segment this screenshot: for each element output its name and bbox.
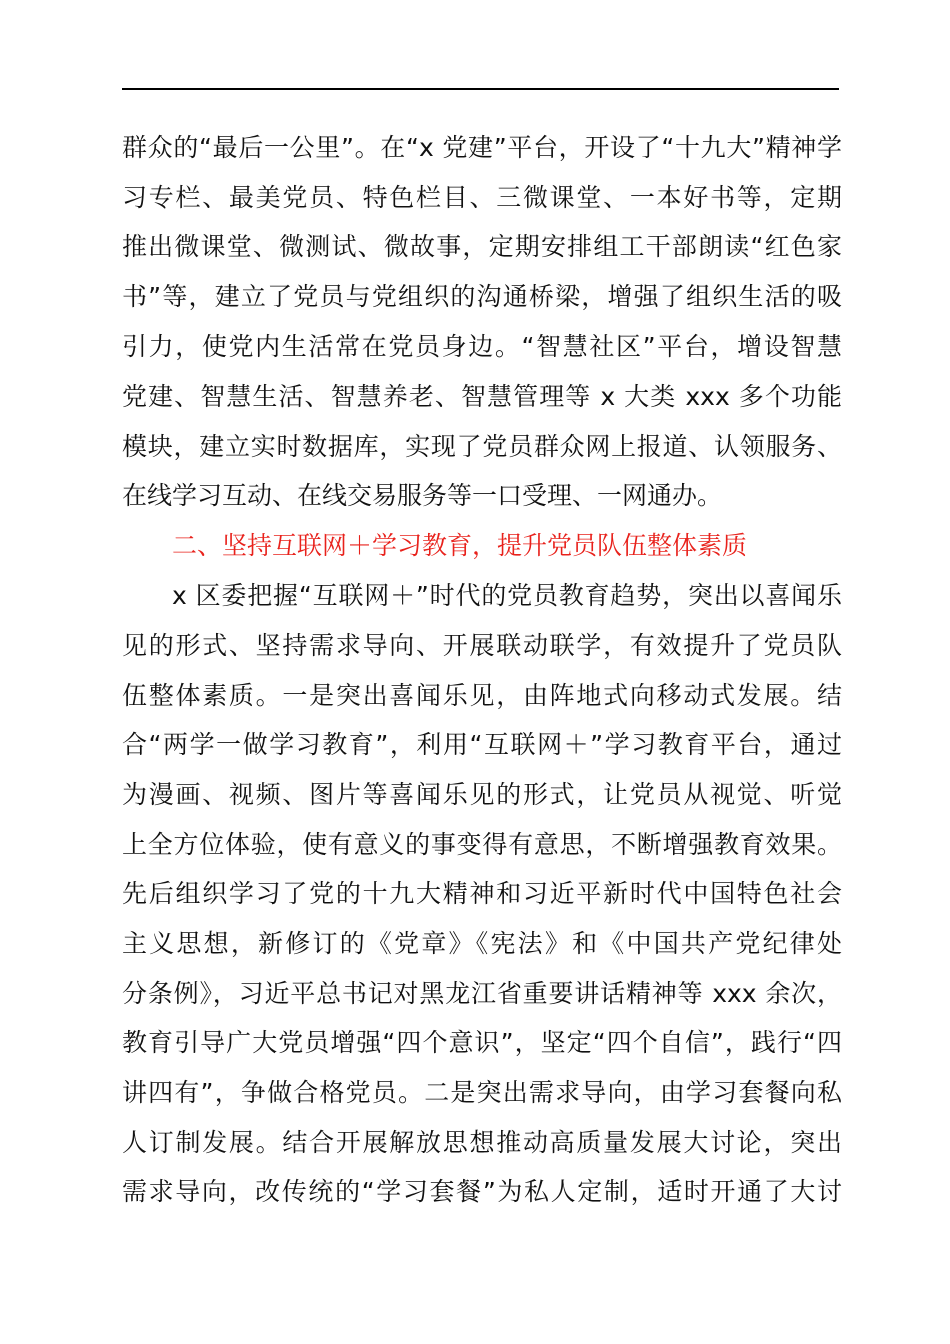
paragraph-line: 需求导向，改传统的“学习套餐”为私人定制，适时开通了大讨	[122, 1177, 842, 1206]
paragraph-line: x 区委把握“互联网＋”时代的党员教育趋势，突出以喜闻乐	[172, 581, 842, 610]
section-heading: 二、坚持互联网＋学习教育，提升党员队伍整体素质	[172, 531, 748, 560]
paragraph-line: 引力，使党内生活常在党员身边。“智慧社区”平台，增设智慧	[122, 332, 842, 361]
paragraph-line: 教育引导广大党员增强“四个意识”，坚定“四个自信”，践行“四	[122, 1028, 842, 1057]
paragraph-line: 伍整体素质。一是突出喜闻乐见，由阵地式向移动式发展。结	[122, 681, 842, 710]
paragraph-line: 模块，建立实时数据库，实现了党员群众网上报道、认领服务、	[122, 432, 842, 461]
paragraph-line: 见的形式、坚持需求导向、开展联动联学，有效提升了党员队	[122, 631, 842, 660]
paragraph-line: 推出微课堂、微测试、微故事，定期安排组工干部朗读“红色家	[122, 232, 842, 261]
paragraph-line: 先后组织学习了党的十九大精神和习近平新时代中国特色社会	[122, 879, 842, 908]
paragraph-line: 书”等，建立了党员与党组织的沟通桥梁，增强了组织生活的吸	[122, 282, 842, 311]
paragraph-line: 合“两学一做学习教育”，利用“互联网＋”学习教育平台，通过	[122, 730, 842, 759]
paragraph-line: 在线学习互动、在线交易服务等一口受理、一网通办。	[122, 481, 723, 510]
header-rule	[122, 88, 839, 90]
paragraph-line: 上全方位体验，使有意义的事变得有意思，不断增强教育效果。	[122, 830, 842, 859]
paragraph-line: 主义思想，新修订的《党章》《宪法》和《中国共产党纪律处	[122, 929, 842, 958]
paragraph-line: 人订制发展。结合开展解放思想推动高质量发展大讨论，突出	[122, 1128, 842, 1157]
paragraph-line: 习专栏、最美党员、特色栏目、三微课堂、一本好书等，定期	[122, 183, 842, 212]
paragraph-line: 为漫画、视频、图片等喜闻乐见的形式，让党员从视觉、听觉	[122, 780, 842, 809]
paragraph-line: 分条例》，习近平总书记对黑龙江省重要讲话精神等 xxx 余次，	[122, 979, 842, 1008]
paragraph-line: 群众的“最后一公里”。在“x 党建”平台，开设了“十九大”精神学	[122, 133, 842, 162]
paragraph-line: 党建、智慧生活、智慧养老、智慧管理等 x 大类 xxx 多个功能	[122, 382, 842, 411]
paragraph-line: 讲四有”，争做合格党员。二是突出需求导向，由学习套餐向私	[122, 1078, 842, 1107]
